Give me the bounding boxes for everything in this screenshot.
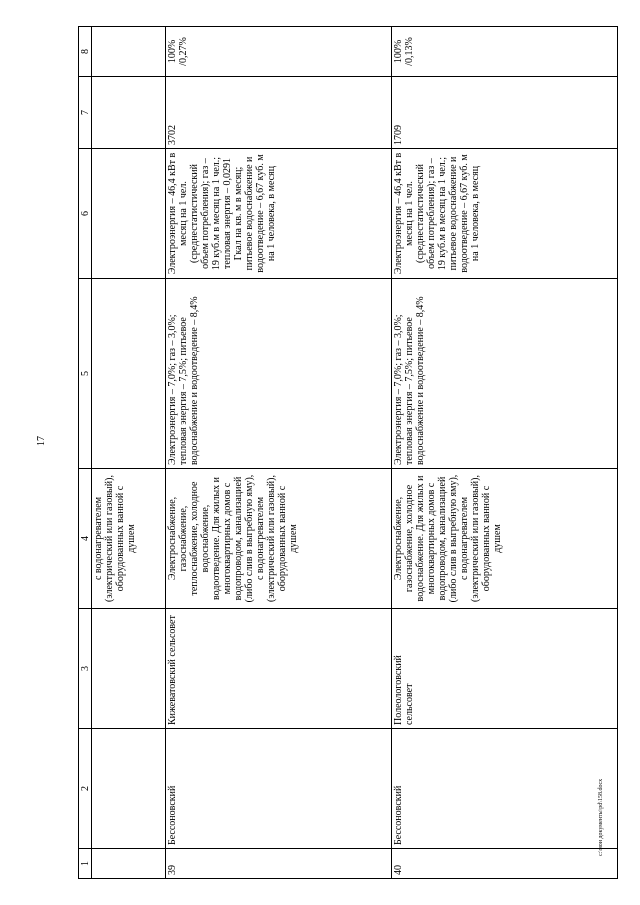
row-number: 39	[166, 849, 392, 879]
services-cell: Электроснабжение, газоснабжение, холодное водоснабжение. Для жилых и многоквартирных домов с водопроводом, канализацией (либо слив в выгребную яму), с водонагревателем (электрический или газовый), оборудованных ванной с душем	[392, 469, 618, 609]
tariff-table	[78, 26, 618, 879]
population-cell: 3702	[166, 77, 392, 149]
norms-cell: Электроэнергия – 46,4 кВт в месяц на 1 чел. (среднестатистический объем потребления); газ – 19 куб.м в месяц на 1 чел.; питьевое водоснабжение и водоотведение – 6,67 куб. м на 1 человека, в месяц	[392, 149, 618, 279]
header-cell: 4	[79, 469, 92, 609]
population-cell: 1709	[392, 77, 618, 149]
row-number: 40	[392, 849, 618, 879]
header-cell: 6	[79, 149, 92, 279]
share-cell: 100% /0,27%	[166, 27, 392, 77]
page-number: 17	[36, 436, 47, 446]
district-cell: Бессоновский	[166, 729, 392, 849]
continuation-row	[92, 27, 166, 879]
header-cell: 3	[79, 609, 92, 729]
tariff-table-rotated	[78, 27, 618, 879]
header-cell: 5	[79, 279, 92, 469]
rates-cell: Электроэнергия – 7,0%; газ – 3,0%; тепловая энергия – 7,5%; питьевое водоснабжение и водоотведение – 8,4%	[392, 279, 618, 469]
header-row	[79, 27, 92, 879]
norms-cell: Электроэнергия – 46,4 кВт в месяц на 1 чел. (среднестатистический объем потребления); газ – 19 куб.м в месяц на 1 чел.; тепловая энергия – 0,0291 Гкал на кв. м в месяц; питьевое водоснабжение и водоотведение – 6,67 куб. м на 1 человека, в месяц	[166, 149, 392, 279]
header-cell: 8	[79, 27, 92, 77]
header-cell: 7	[79, 77, 92, 149]
share-cell: 100% /0,13%	[392, 27, 618, 77]
file-path-footer: c:\мои документы\pd\158.docx	[598, 778, 604, 856]
district-cell: Бессоновский	[392, 729, 618, 849]
table-row	[392, 27, 618, 879]
continuation-text: с водонагревателем (электрический или газовый), оборудованных ванной с душем	[92, 469, 166, 609]
header-cell: 2	[79, 729, 92, 849]
council-cell: Полеологовский сельсовет	[392, 609, 618, 729]
rates-cell: Электроэнергия – 7,0%; газ – 3,0%; тепловая энергия – 7,5%; питьевое водоснабжение и водоотведение – 8,4%	[166, 279, 392, 469]
table-row	[166, 27, 392, 879]
council-cell: Кижеватовский сельсовет	[166, 609, 392, 729]
services-cell: Электроснабжение, газоснабжение, теплоснабжение, холодное водоснабжение, водоотведение. Для жилых и многоквартирных домов с водопроводом, канализацией (либо слив в выгребную яму), с водонагревателем (электрический или газовый), оборудованных ванной с душем	[166, 469, 392, 609]
header-cell: 1	[79, 849, 92, 879]
